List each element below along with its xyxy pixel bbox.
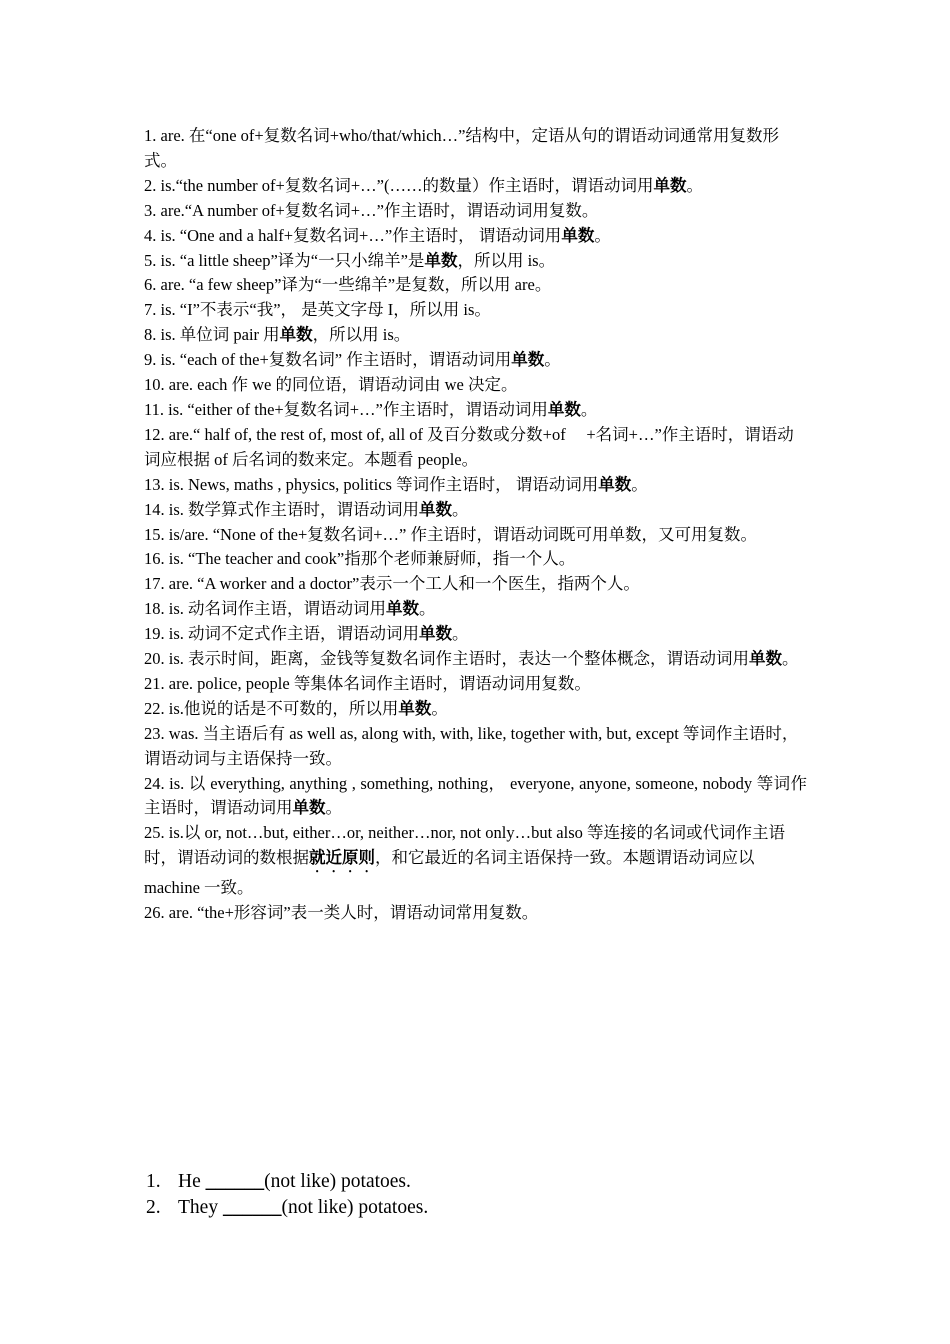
exercise-item	[146, 1195, 646, 1221]
answer-list	[144, 124, 807, 926]
emphasis-text: 单数	[419, 499, 453, 519]
answer-text: 11. is. “either of the+复数名词+…”作主语时，谓语动词用	[144, 399, 548, 419]
answer-text: 。	[782, 649, 799, 669]
answer-text: 。	[452, 499, 469, 519]
answer-text: 22. is.他说的话是不可数的，所以用	[144, 698, 399, 718]
answer-text: 。	[544, 350, 561, 370]
answer-blank: ______	[222, 1197, 282, 1218]
answer-text: 6. are. “a few sheep”译为“一些绵羊”是复数，所以用 are。	[144, 275, 552, 295]
answer-text: 18. is. 动名词作主语，谓语动词用	[144, 599, 387, 619]
answer-item	[144, 473, 807, 498]
answer-item	[144, 174, 807, 199]
answer-item	[144, 547, 807, 572]
answer-item	[144, 597, 807, 622]
emphasis-text: 单数	[292, 798, 326, 818]
answer-text: 2. is.“the number of+复数名词+…”(……的数量）作主语时，谓语动词用	[144, 175, 654, 195]
answer-text: 。	[431, 698, 448, 718]
answer-item	[144, 124, 807, 174]
answer-text: 。	[419, 599, 436, 619]
answer-text: 8. is. 单位词 pair 用	[144, 325, 280, 345]
answer-text: 16. is. “The teacher and cook”指那个老师兼厨师，指一个人。	[144, 549, 576, 569]
answer-text: 24. is. 以 everything, anything , something, nothing， everyone, anyone, someone, nobody 等词作主语时，谓语动词用	[144, 773, 807, 818]
answer-text: 10. are. each 作 we 的同位语，谓语动词由 we 决定。	[144, 375, 518, 395]
answer-blank: ______	[205, 1171, 265, 1192]
answer-item	[144, 224, 807, 249]
answer-item	[144, 298, 807, 323]
answer-text: 。	[631, 474, 648, 494]
exercise-text: He	[178, 1171, 206, 1192]
exercise-text: (not like) potatoes.	[281, 1197, 429, 1218]
answer-text: 7. is. “I”不表示“我”， 是英文字母 I，所以用 is。	[144, 300, 491, 320]
answer-text: ，和它最近的名词主语保持一致。本题谓语动词应以 machine 一致。	[144, 848, 755, 898]
answer-text: 25. is.以 or, not…but, either…or, neither…nor, not only…but also 等连接的名词或代词作主语时，谓语动词的数根据	[144, 823, 786, 868]
exercise-text: (not like) potatoes.	[264, 1171, 411, 1192]
emphasis-text: 单数	[511, 350, 545, 370]
emphasis-text: 单数	[424, 250, 458, 270]
answer-text: 3. are.“A number of+复数名词+…”作主语时，谓语动词用复数。	[144, 200, 599, 220]
answer-text: 20. is. 表示时间，距离，金钱等复数名词作主语时，表达一个整体概念，谓语动词用	[144, 649, 750, 669]
exercise-sentence	[178, 1195, 428, 1221]
answer-text: 1. are. 在“one of+复数名词+who/that/which…”结构中，定语从句的谓语动词通常用复数形式。	[144, 126, 779, 170]
emphasis-text: 单数	[398, 698, 432, 718]
answer-item	[144, 423, 807, 473]
answer-item	[144, 772, 807, 822]
answer-item	[144, 697, 807, 722]
answer-text: ，所以用 is。	[457, 250, 556, 270]
answer-item	[144, 523, 807, 548]
emphasis-text: 单数	[386, 599, 420, 619]
answer-item	[144, 821, 807, 901]
answer-item	[144, 348, 807, 373]
answer-text: 13. is. News, maths , physics, politics 等词作主语时， 谓语动词用	[144, 474, 599, 494]
answer-text: 19. is. 动词不定式作主语，谓语动词用	[144, 624, 420, 644]
answer-text: 14. is. 数学算式作主语时，谓语动词用	[144, 499, 420, 519]
exercise-text: They	[178, 1197, 223, 1218]
answer-text: 26. are. “the+形容词”表一类人时，谓语动词常用复数。	[144, 903, 539, 923]
answer-text: 9. is. “each of the+复数名词” 作主语时，谓语动词用	[144, 350, 512, 370]
emphasis-text: 单数	[279, 325, 313, 345]
answer-item	[144, 199, 807, 224]
exercise-sentence	[178, 1169, 411, 1195]
answer-item	[144, 722, 807, 772]
exercise-number: 1.	[146, 1171, 161, 1192]
exercise-item	[146, 1169, 646, 1195]
answer-item	[144, 398, 807, 423]
exercise-number: 2.	[146, 1197, 161, 1218]
emphasis-text: 单数	[653, 175, 687, 195]
answer-item	[144, 901, 807, 926]
answer-item	[144, 498, 807, 523]
answer-text: 。	[594, 225, 611, 245]
emphasis-text: 就近原则	[309, 848, 375, 868]
emphasis-text: 单数	[598, 474, 632, 494]
answer-text: 。	[325, 798, 342, 818]
answer-text: 。	[686, 175, 703, 195]
answer-text: ，所以用 is。	[312, 325, 411, 345]
answer-item	[144, 572, 807, 597]
answer-text: 4. is. “One and a half+复数名词+…”作主语时， 谓语动词用	[144, 225, 562, 245]
emphasis-text: 单数	[419, 624, 453, 644]
answer-text: 。	[452, 624, 469, 644]
answer-text: 。	[580, 399, 598, 419]
answer-item	[144, 323, 807, 348]
answer-item	[144, 672, 807, 697]
answer-text: 5. is. “a little sheep”译为“一只小绵羊”是	[144, 250, 425, 270]
answer-item	[144, 249, 807, 274]
answer-text: 23. was. 当主语后有 as well as, along with, with, like, together with, but, except 等词作主语时，谓语动词与主语保持一致。	[144, 723, 799, 768]
answer-item	[144, 273, 807, 298]
answer-text: 17. are. “A worker and a doctor”表示一个工人和一个医生，指两个人。	[144, 574, 640, 594]
emphasis-text: 单数	[749, 649, 783, 669]
emphasis-text: 单数	[547, 399, 581, 419]
answer-text: 21. are. police, people 等集体名词作主语时，谓语动词用复数。	[144, 673, 591, 693]
answer-text: 12. are.“ half of, the rest of, most of, all of 及百分数或分数+of +名词+…”作主语时，谓语动词应根据 of 后名词的数来定。本题看 people。	[144, 424, 794, 469]
answer-text: 15. is/are. “None of the+复数名词+…” 作主语时，谓语动词既可用单数，又可用复数。	[144, 524, 758, 544]
exercise-list	[146, 1169, 646, 1221]
answer-item	[144, 373, 807, 398]
answer-item	[144, 647, 807, 672]
emphasis-text: 单数	[561, 225, 595, 245]
answer-item	[144, 622, 807, 647]
